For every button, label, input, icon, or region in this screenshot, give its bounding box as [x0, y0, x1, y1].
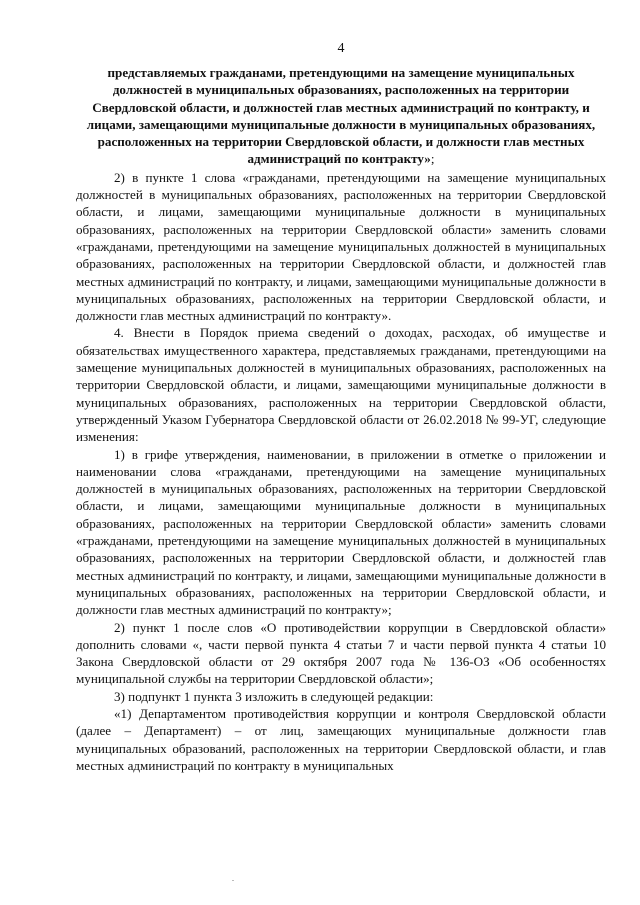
heading-text: представляемых гражданами, претендующими на замещение муниципальных должностей в муниципальных образованиях, расположенных на территории Свердловской области, и должностей глав местных администраций по контракту, и лицами, замещающими муниципальные должности в муниципальных образованиях, расположенных на территории Свердловской области, и должности глав местных администраций по контракту» [86, 65, 596, 167]
document-heading [76, 64, 606, 168]
paragraph-item-1-title-rename: 1) в грифе утверждения, наименовании, в приложении в отметке о приложении и наименовании слова «гражданами, претендующими на замещение муниципальных должностей в муниципальных образованиях, расположенных на территории Свердловской области, и лицами, замещающими муниципальные должности в муниципальных образованиях, расположенных на территории Свердловской области» заменить словами «гражданами, претендующими на замещение муниципальных должностей в муниципальных образованиях, расположенных на территории Свердловской области, и должностей глав местных администраций по контракту, и лицами, замещающими муниципальные должности в муниципальных образованиях, расположенных на территории Свердловской области, и должности глав местных администраций по контракту»; [76, 446, 606, 618]
paragraph-section-4: 4. Внести в Порядок приема сведений о доходах, расходах, об имуществе и обязательствах имущественного характера, представляемых гражданами, претендующими на замещение муниципальных должностей в муниципальных образованиях, расположенных на территории Свердловской области, и лицами, замещающими муниципальные должности в муниципальных образованиях, расположенных на территории Свердловской области, утвержденный Указом Губернатора Свердловской области от 26.02.2018 № 99-УГ, следующие изменения: [76, 325, 606, 445]
scan-speck [232, 880, 234, 881]
paragraph-item-2-point-1: 2) в пункте 1 слова «гражданами, претендующими на замещение муниципальных должностей в муниципальных образованиях, расположенных на территории Свердловской области, и лицами, замещающими муниципальные должности в муниципальных образованиях, расположенных на территории Свердловской области» заменить словами «гражданами, претендующими на замещение муниципальных должностей в муниципальных образованиях, расположенных на территории Свердловской области, и должностей глав местных администраций по контракту, и лицами, замещающими муниципальные должности в муниципальных образованиях, расположенных на территории Свердловской области, и должности глав местных администраций по контракту». [76, 169, 606, 324]
paragraph-item-2-point-1-addition: 2) пункт 1 после слов «О противодействии коррупции в Свердловской области» дополнить словами «, части первой пункта 4 статьи 7 и части первой пункта 4 статьи 10 Закона Свердловской области от 29 октября 2007 года № 136-ОЗ «Об особенностях муниципальной службы на территории Свердловской области»; [76, 619, 606, 687]
paragraph-new-subpoint-1: «1) Департаментом противодействия коррупции и контроля Свердловской области (далее – Департамент) – от лиц, замещающих муниципальные должности глав муниципальных образований, расположенных на территории Свердловской области, и глав местных администраций по контракту в муниципальных [76, 705, 606, 773]
heading-tail: ; [430, 151, 435, 167]
paragraph-item-3-intro: 3) подпункт 1 пункта 3 изложить в следующей редакции: [114, 688, 434, 704]
page-number: 4 [337, 41, 345, 56]
